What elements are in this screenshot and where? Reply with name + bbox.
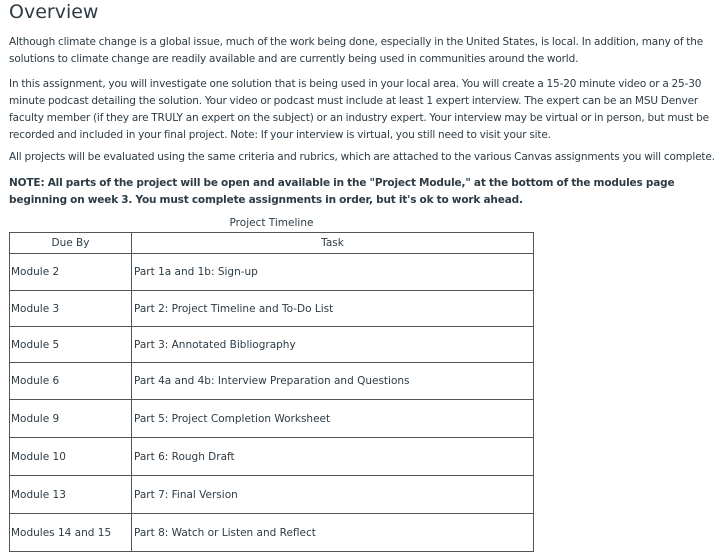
table-caption: Project Timeline	[229, 217, 314, 229]
note-paragraph: NOTE: All parts of the project will be open and available in the "Project Module," at the bottom of the modules page beginning on week 3. You must complete assignments in order, but it's ok to work ahead.	[9, 177, 675, 206]
intro-paragraph: Although climate change is a global issue, much of the work being done, especially in the United States, is local. In addition, many of the solutions to climate change are readily available and are currently being used in communities around the world.	[9, 36, 704, 65]
task-cell: Part 7: Final Version	[132, 476, 534, 514]
task-cell: Part 3: Annotated Bibliography	[132, 327, 534, 363]
due-cell: Module 6	[10, 363, 132, 400]
due-cell: Module 5	[10, 327, 132, 363]
table-row	[10, 514, 534, 552]
evaluation-paragraph: All projects will be evaluated using the same criteria and rubrics, which are attached to the various Canvas assignments you will complete.	[9, 151, 715, 163]
table-row	[10, 438, 534, 476]
table-row	[10, 327, 534, 363]
due-cell: Module 3	[10, 291, 132, 327]
task-cell: Part 8: Watch or Listen and Reflect	[132, 514, 534, 552]
table-row	[10, 400, 534, 438]
task-cell: Part 5: Project Completion Worksheet	[132, 400, 534, 438]
task-cell: Part 6: Rough Draft	[132, 438, 534, 476]
table-row	[10, 363, 534, 400]
table-row	[10, 476, 534, 514]
table-row	[10, 291, 534, 327]
task-cell: Part 1a and 1b: Sign-up	[132, 254, 534, 291]
table-row	[10, 254, 534, 291]
due-cell: Module 2	[10, 254, 132, 291]
header-due-by: Due By	[10, 233, 132, 254]
due-cell: Module 13	[10, 476, 132, 514]
assignment-paragraph: In this assignment, you will investigate one solution that is being used in your local area. You will create a 15-20 minute video or a 25-30 minute podcast detailing the solution. Your video or podcast must include at least 1 expert interview. The expert can be an MSU Denver faculty member (if they are TRULY an expert on the subject) or an industry expert. Your interview may be virtual or in person, but must be recorded and included in your final project. Note: If your interview is virtual, you still need to visit your site.	[9, 78, 709, 141]
table-header-row	[10, 233, 534, 254]
header-task: Task	[132, 233, 534, 254]
project-timeline-table	[9, 232, 534, 552]
task-cell: Part 2: Project Timeline and To-Do List	[132, 291, 534, 327]
due-cell: Module 10	[10, 438, 132, 476]
due-cell: Modules 14 and 15	[10, 514, 132, 552]
task-cell: Part 4a and 4b: Interview Preparation and Questions	[132, 363, 534, 400]
due-cell: Module 9	[10, 400, 132, 438]
page-title: Overview	[9, 1, 99, 23]
